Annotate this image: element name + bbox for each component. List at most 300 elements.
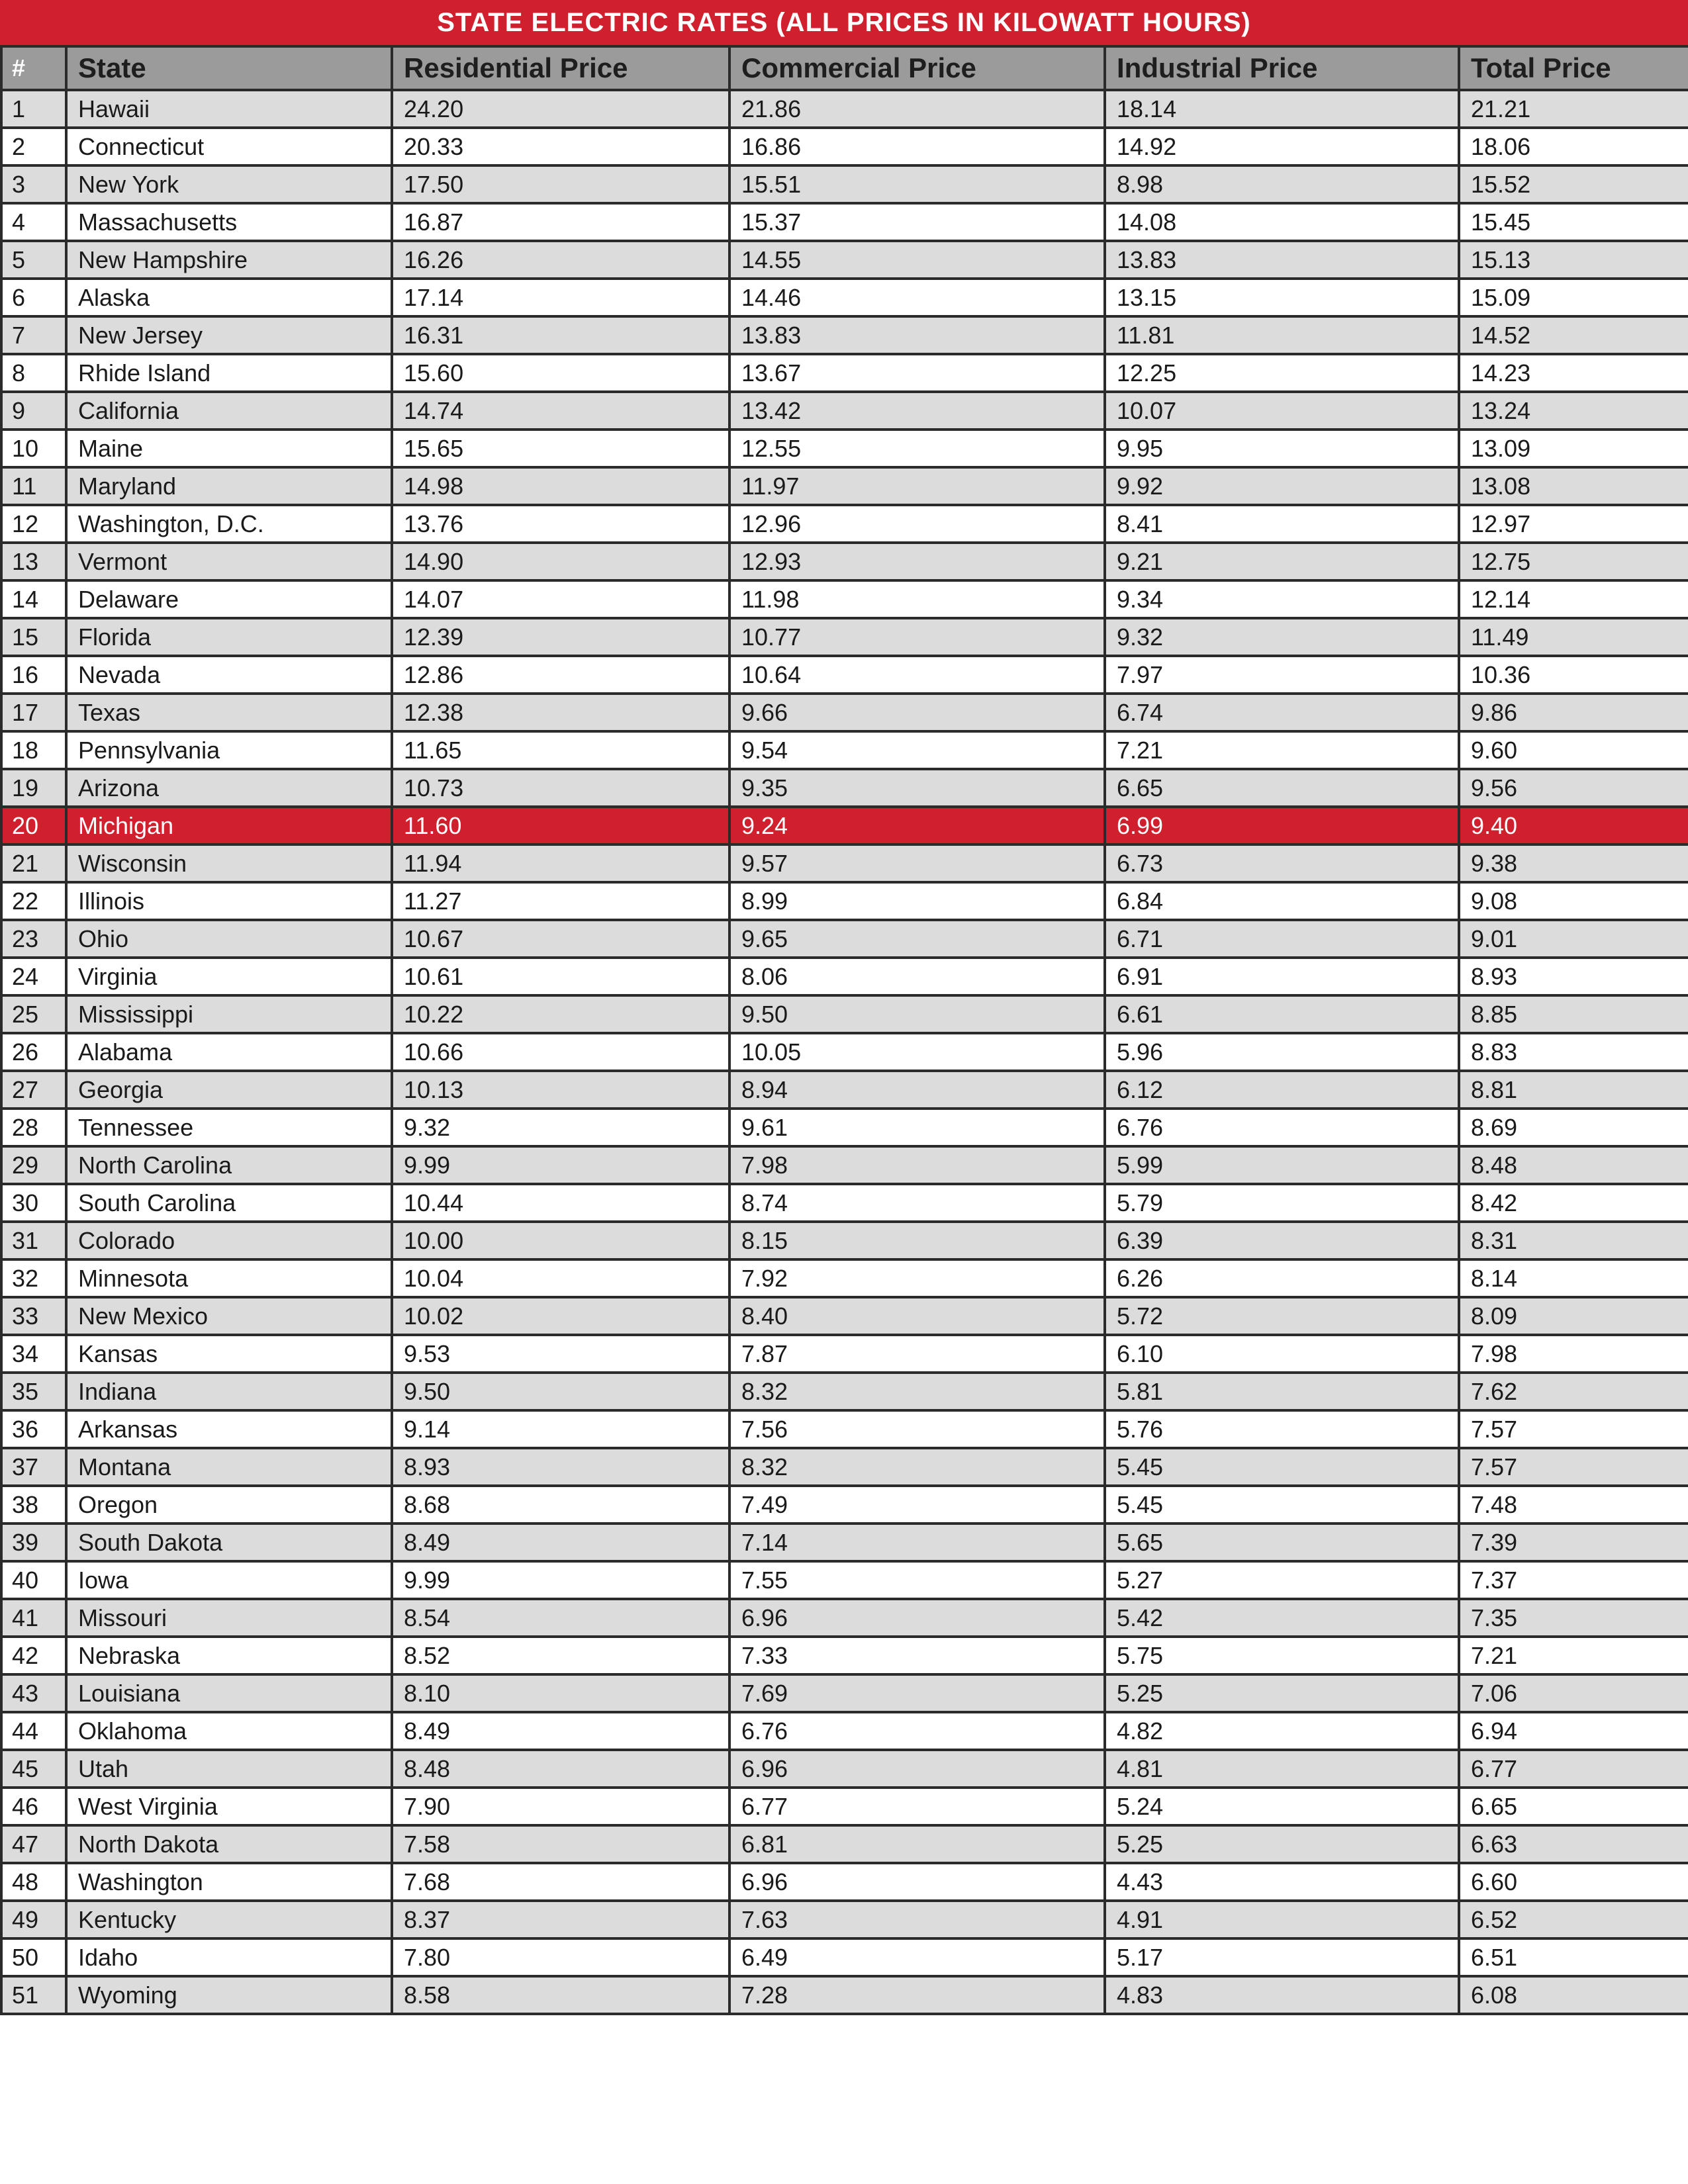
industrial-price-cell: 5.65 (1105, 1524, 1459, 1561)
table-row (1, 1448, 1688, 1486)
industrial-price-cell: 5.24 (1105, 1788, 1459, 1825)
total-price-cell: 6.52 (1459, 1901, 1688, 1938)
residential-price-cell: 9.32 (392, 1109, 729, 1146)
commercial-price-cell: 9.24 (729, 807, 1105, 844)
rank-cell: 26 (1, 1033, 66, 1071)
industrial-price-cell: 6.10 (1105, 1335, 1459, 1373)
rank-cell: 47 (1, 1825, 66, 1863)
total-price-cell: 9.60 (1459, 731, 1688, 769)
residential-price-cell: 9.14 (392, 1410, 729, 1448)
residential-price-cell: 11.60 (392, 807, 729, 844)
table-row (1, 392, 1688, 430)
commercial-price-cell: 11.98 (729, 580, 1105, 618)
total-price-cell: 8.42 (1459, 1184, 1688, 1222)
rank-cell: 9 (1, 392, 66, 430)
rank-cell: 7 (1, 316, 66, 354)
table-row (1, 769, 1688, 807)
commercial-price-cell: 13.42 (729, 392, 1105, 430)
rank-cell: 22 (1, 882, 66, 920)
industrial-price-cell: 9.21 (1105, 543, 1459, 580)
rank-cell: 32 (1, 1259, 66, 1297)
rank-cell: 8 (1, 354, 66, 392)
residential-price-cell: 10.73 (392, 769, 729, 807)
table-row (1, 1373, 1688, 1410)
rank-cell: 27 (1, 1071, 66, 1109)
industrial-price-cell: 6.76 (1105, 1109, 1459, 1146)
rank-cell: 20 (1, 807, 66, 844)
residential-price-cell: 9.99 (392, 1146, 729, 1184)
table-row (1, 1109, 1688, 1146)
residential-price-cell: 7.68 (392, 1863, 729, 1901)
table-row (1, 165, 1688, 203)
table-row (1, 1976, 1688, 2014)
table-row (1, 618, 1688, 656)
table-row (1, 90, 1688, 128)
state-cell: Montana (66, 1448, 392, 1486)
rank-cell: 36 (1, 1410, 66, 1448)
table-row (1, 1599, 1688, 1637)
state-cell: Indiana (66, 1373, 392, 1410)
column-header-total-price: Total Price (1459, 46, 1688, 90)
industrial-price-cell: 5.25 (1105, 1674, 1459, 1712)
industrial-price-cell: 4.83 (1105, 1976, 1459, 2014)
total-price-cell: 7.57 (1459, 1410, 1688, 1448)
table-row (1, 882, 1688, 920)
rank-cell: 29 (1, 1146, 66, 1184)
table-row (1, 316, 1688, 354)
commercial-price-cell: 9.65 (729, 920, 1105, 958)
commercial-price-cell: 15.37 (729, 203, 1105, 241)
industrial-price-cell: 5.99 (1105, 1146, 1459, 1184)
total-price-cell: 15.13 (1459, 241, 1688, 279)
rank-cell: 46 (1, 1788, 66, 1825)
residential-price-cell: 16.26 (392, 241, 729, 279)
table-row (1, 1750, 1688, 1788)
state-cell: Arizona (66, 769, 392, 807)
rank-cell: 48 (1, 1863, 66, 1901)
residential-price-cell: 8.48 (392, 1750, 729, 1788)
rank-cell: 38 (1, 1486, 66, 1524)
total-price-cell: 9.01 (1459, 920, 1688, 958)
rank-cell: 4 (1, 203, 66, 241)
residential-price-cell: 8.10 (392, 1674, 729, 1712)
residential-price-cell: 8.52 (392, 1637, 729, 1674)
table-row (1, 203, 1688, 241)
commercial-price-cell: 7.63 (729, 1901, 1105, 1938)
commercial-price-cell: 14.55 (729, 241, 1105, 279)
total-price-cell: 8.83 (1459, 1033, 1688, 1071)
industrial-price-cell: 6.26 (1105, 1259, 1459, 1297)
commercial-price-cell: 8.94 (729, 1071, 1105, 1109)
table-row (1, 1033, 1688, 1071)
residential-price-cell: 16.87 (392, 203, 729, 241)
commercial-price-cell: 21.86 (729, 90, 1105, 128)
total-price-cell: 11.49 (1459, 618, 1688, 656)
commercial-price-cell: 12.55 (729, 430, 1105, 467)
residential-price-cell: 9.50 (392, 1373, 729, 1410)
commercial-price-cell: 6.96 (729, 1750, 1105, 1788)
residential-price-cell: 10.22 (392, 995, 729, 1033)
table-title: STATE ELECTRIC RATES (ALL PRICES IN KILOWATT HOURS) (0, 0, 1688, 45)
rank-cell: 2 (1, 128, 66, 165)
residential-price-cell: 10.02 (392, 1297, 729, 1335)
commercial-price-cell: 9.50 (729, 995, 1105, 1033)
table-row (1, 279, 1688, 316)
total-price-cell: 15.09 (1459, 279, 1688, 316)
rank-cell: 6 (1, 279, 66, 316)
state-cell: West Virginia (66, 1788, 392, 1825)
column-header-industrial-price: Industrial Price (1105, 46, 1459, 90)
table-row (1, 1938, 1688, 1976)
total-price-cell: 6.65 (1459, 1788, 1688, 1825)
state-cell: North Carolina (66, 1146, 392, 1184)
industrial-price-cell: 5.45 (1105, 1486, 1459, 1524)
state-cell: Massachusetts (66, 203, 392, 241)
table-row (1, 1863, 1688, 1901)
rank-cell: 5 (1, 241, 66, 279)
table-row (1, 505, 1688, 543)
state-cell: Vermont (66, 543, 392, 580)
residential-price-cell: 10.61 (392, 958, 729, 995)
industrial-price-cell: 6.61 (1105, 995, 1459, 1033)
industrial-price-cell: 7.21 (1105, 731, 1459, 769)
residential-price-cell: 24.20 (392, 90, 729, 128)
total-price-cell: 9.86 (1459, 694, 1688, 731)
commercial-price-cell: 14.46 (729, 279, 1105, 316)
state-cell: Colorado (66, 1222, 392, 1259)
rank-cell: 3 (1, 165, 66, 203)
industrial-price-cell: 4.91 (1105, 1901, 1459, 1938)
residential-price-cell: 9.99 (392, 1561, 729, 1599)
table-row (1, 128, 1688, 165)
total-price-cell: 13.08 (1459, 467, 1688, 505)
state-cell: Maine (66, 430, 392, 467)
state-cell: Virginia (66, 958, 392, 995)
commercial-price-cell: 7.33 (729, 1637, 1105, 1674)
total-price-cell: 8.69 (1459, 1109, 1688, 1146)
residential-price-cell: 7.80 (392, 1938, 729, 1976)
state-cell: Delaware (66, 580, 392, 618)
industrial-price-cell: 5.75 (1105, 1637, 1459, 1674)
state-cell: South Dakota (66, 1524, 392, 1561)
rank-cell: 44 (1, 1712, 66, 1750)
commercial-price-cell: 8.40 (729, 1297, 1105, 1335)
total-price-cell: 8.48 (1459, 1146, 1688, 1184)
table-row (1, 1561, 1688, 1599)
total-price-cell: 9.56 (1459, 769, 1688, 807)
table-row (1, 241, 1688, 279)
rank-cell: 17 (1, 694, 66, 731)
table-row (1, 1486, 1688, 1524)
state-cell: Washington (66, 1863, 392, 1901)
rank-cell: 13 (1, 543, 66, 580)
state-cell: Louisiana (66, 1674, 392, 1712)
total-price-cell: 9.38 (1459, 844, 1688, 882)
table-row (1, 807, 1688, 844)
industrial-price-cell: 9.92 (1105, 467, 1459, 505)
residential-price-cell: 11.65 (392, 731, 729, 769)
state-cell: Ohio (66, 920, 392, 958)
residential-price-cell: 12.38 (392, 694, 729, 731)
total-price-cell: 8.85 (1459, 995, 1688, 1033)
residential-price-cell: 17.14 (392, 279, 729, 316)
state-cell: Tennessee (66, 1109, 392, 1146)
rank-cell: 49 (1, 1901, 66, 1938)
table-row (1, 1222, 1688, 1259)
industrial-price-cell: 4.81 (1105, 1750, 1459, 1788)
total-price-cell: 8.09 (1459, 1297, 1688, 1335)
total-price-cell: 6.94 (1459, 1712, 1688, 1750)
industrial-price-cell: 6.84 (1105, 882, 1459, 920)
residential-price-cell: 15.65 (392, 430, 729, 467)
commercial-price-cell: 6.76 (729, 1712, 1105, 1750)
table-row (1, 958, 1688, 995)
total-price-cell: 12.75 (1459, 543, 1688, 580)
commercial-price-cell: 8.32 (729, 1448, 1105, 1486)
residential-price-cell: 12.39 (392, 618, 729, 656)
industrial-price-cell: 10.07 (1105, 392, 1459, 430)
residential-price-cell: 8.68 (392, 1486, 729, 1524)
residential-price-cell: 10.66 (392, 1033, 729, 1071)
commercial-price-cell: 7.92 (729, 1259, 1105, 1297)
total-price-cell: 6.08 (1459, 1976, 1688, 2014)
rank-cell: 28 (1, 1109, 66, 1146)
industrial-price-cell: 9.32 (1105, 618, 1459, 656)
total-price-cell: 8.93 (1459, 958, 1688, 995)
residential-price-cell: 11.27 (392, 882, 729, 920)
commercial-price-cell: 7.28 (729, 1976, 1105, 2014)
residential-price-cell: 10.67 (392, 920, 729, 958)
commercial-price-cell: 16.86 (729, 128, 1105, 165)
rank-cell: 11 (1, 467, 66, 505)
residential-price-cell: 20.33 (392, 128, 729, 165)
commercial-price-cell: 8.15 (729, 1222, 1105, 1259)
rank-cell: 40 (1, 1561, 66, 1599)
table-row (1, 1788, 1688, 1825)
state-cell: California (66, 392, 392, 430)
residential-price-cell: 8.58 (392, 1976, 729, 2014)
residential-price-cell: 12.86 (392, 656, 729, 694)
commercial-price-cell: 6.77 (729, 1788, 1105, 1825)
table-row (1, 1825, 1688, 1863)
industrial-price-cell: 6.65 (1105, 769, 1459, 807)
commercial-price-cell: 10.05 (729, 1033, 1105, 1071)
residential-price-cell: 10.04 (392, 1259, 729, 1297)
table-row (1, 1901, 1688, 1938)
industrial-price-cell: 5.25 (1105, 1825, 1459, 1863)
state-cell: Minnesota (66, 1259, 392, 1297)
state-cell: Nevada (66, 656, 392, 694)
industrial-price-cell: 8.41 (1105, 505, 1459, 543)
table-row (1, 995, 1688, 1033)
rank-cell: 37 (1, 1448, 66, 1486)
rank-cell: 51 (1, 1976, 66, 2014)
state-cell: Nebraska (66, 1637, 392, 1674)
total-price-cell: 7.37 (1459, 1561, 1688, 1599)
rank-cell: 25 (1, 995, 66, 1033)
industrial-price-cell: 18.14 (1105, 90, 1459, 128)
table-row (1, 1674, 1688, 1712)
commercial-price-cell: 7.14 (729, 1524, 1105, 1561)
industrial-price-cell: 8.98 (1105, 165, 1459, 203)
industrial-price-cell: 5.45 (1105, 1448, 1459, 1486)
commercial-price-cell: 8.74 (729, 1184, 1105, 1222)
state-cell: Connecticut (66, 128, 392, 165)
rank-cell: 50 (1, 1938, 66, 1976)
commercial-price-cell: 8.99 (729, 882, 1105, 920)
industrial-price-cell: 5.76 (1105, 1410, 1459, 1448)
state-cell: South Carolina (66, 1184, 392, 1222)
total-price-cell: 7.62 (1459, 1373, 1688, 1410)
residential-price-cell: 7.58 (392, 1825, 729, 1863)
total-price-cell: 7.35 (1459, 1599, 1688, 1637)
rank-cell: 39 (1, 1524, 66, 1561)
table-row (1, 656, 1688, 694)
residential-price-cell: 10.00 (392, 1222, 729, 1259)
state-cell: Maryland (66, 467, 392, 505)
residential-price-cell: 8.49 (392, 1712, 729, 1750)
rank-cell: 19 (1, 769, 66, 807)
table-row (1, 731, 1688, 769)
commercial-price-cell: 9.66 (729, 694, 1105, 731)
rank-cell: 15 (1, 618, 66, 656)
state-cell: Oregon (66, 1486, 392, 1524)
rank-cell: 33 (1, 1297, 66, 1335)
table-row (1, 1335, 1688, 1373)
industrial-price-cell: 13.15 (1105, 279, 1459, 316)
commercial-price-cell: 9.35 (729, 769, 1105, 807)
total-price-cell: 6.60 (1459, 1863, 1688, 1901)
rank-cell: 24 (1, 958, 66, 995)
total-price-cell: 7.39 (1459, 1524, 1688, 1561)
rank-cell: 16 (1, 656, 66, 694)
rank-cell: 31 (1, 1222, 66, 1259)
total-price-cell: 13.24 (1459, 392, 1688, 430)
industrial-price-cell: 6.73 (1105, 844, 1459, 882)
residential-price-cell: 14.90 (392, 543, 729, 580)
total-price-cell: 7.06 (1459, 1674, 1688, 1712)
table-row (1, 920, 1688, 958)
residential-price-cell: 13.76 (392, 505, 729, 543)
rank-cell: 34 (1, 1335, 66, 1373)
residential-price-cell: 7.90 (392, 1788, 729, 1825)
total-price-cell: 18.06 (1459, 128, 1688, 165)
industrial-price-cell: 6.12 (1105, 1071, 1459, 1109)
residential-price-cell: 17.50 (392, 165, 729, 203)
residential-price-cell: 10.13 (392, 1071, 729, 1109)
rank-cell: 1 (1, 90, 66, 128)
industrial-price-cell: 13.83 (1105, 241, 1459, 279)
industrial-price-cell: 7.97 (1105, 656, 1459, 694)
total-price-cell: 14.23 (1459, 354, 1688, 392)
residential-price-cell: 9.53 (392, 1335, 729, 1373)
table-row (1, 1410, 1688, 1448)
state-cell: Wyoming (66, 1976, 392, 2014)
industrial-price-cell: 14.08 (1105, 203, 1459, 241)
rank-cell: 12 (1, 505, 66, 543)
commercial-price-cell: 9.57 (729, 844, 1105, 882)
residential-price-cell: 8.37 (392, 1901, 729, 1938)
state-cell: Alabama (66, 1033, 392, 1071)
table-row (1, 1524, 1688, 1561)
rank-cell: 14 (1, 580, 66, 618)
residential-price-cell: 16.31 (392, 316, 729, 354)
state-cell: New York (66, 165, 392, 203)
commercial-price-cell: 7.56 (729, 1410, 1105, 1448)
total-price-cell: 8.31 (1459, 1222, 1688, 1259)
residential-price-cell: 8.49 (392, 1524, 729, 1561)
rank-cell: 45 (1, 1750, 66, 1788)
commercial-price-cell: 7.98 (729, 1146, 1105, 1184)
residential-price-cell: 10.44 (392, 1184, 729, 1222)
state-cell: Kansas (66, 1335, 392, 1373)
state-cell: Oklahoma (66, 1712, 392, 1750)
industrial-price-cell: 12.25 (1105, 354, 1459, 392)
residential-price-cell: 8.54 (392, 1599, 729, 1637)
commercial-price-cell: 10.77 (729, 618, 1105, 656)
table-row (1, 430, 1688, 467)
total-price-cell: 9.08 (1459, 882, 1688, 920)
state-cell: Hawaii (66, 90, 392, 128)
state-cell: New Jersey (66, 316, 392, 354)
rank-cell: 42 (1, 1637, 66, 1674)
industrial-price-cell: 5.42 (1105, 1599, 1459, 1637)
state-cell: Illinois (66, 882, 392, 920)
commercial-price-cell: 11.97 (729, 467, 1105, 505)
residential-price-cell: 14.07 (392, 580, 729, 618)
residential-price-cell: 8.93 (392, 1448, 729, 1486)
table-row (1, 1071, 1688, 1109)
total-price-cell: 7.21 (1459, 1637, 1688, 1674)
state-cell: Alaska (66, 279, 392, 316)
residential-price-cell: 11.94 (392, 844, 729, 882)
electric-rates-table (0, 45, 1688, 2015)
total-price-cell: 6.63 (1459, 1825, 1688, 1863)
total-price-cell: 9.40 (1459, 807, 1688, 844)
state-cell: Florida (66, 618, 392, 656)
column-header-commercial-price: Commercial Price (729, 46, 1105, 90)
total-price-cell: 7.57 (1459, 1448, 1688, 1486)
total-price-cell: 14.52 (1459, 316, 1688, 354)
industrial-price-cell: 5.81 (1105, 1373, 1459, 1410)
total-price-cell: 13.09 (1459, 430, 1688, 467)
industrial-price-cell: 14.92 (1105, 128, 1459, 165)
state-cell: Kentucky (66, 1901, 392, 1938)
residential-price-cell: 15.60 (392, 354, 729, 392)
commercial-price-cell: 10.64 (729, 656, 1105, 694)
column-header-state: State (66, 46, 392, 90)
total-price-cell: 8.14 (1459, 1259, 1688, 1297)
total-price-cell: 7.98 (1459, 1335, 1688, 1373)
residential-price-cell: 14.74 (392, 392, 729, 430)
industrial-price-cell: 5.17 (1105, 1938, 1459, 1976)
industrial-price-cell: 5.27 (1105, 1561, 1459, 1599)
column-header-residential-price: Residential Price (392, 46, 729, 90)
state-cell: North Dakota (66, 1825, 392, 1863)
state-cell: Iowa (66, 1561, 392, 1599)
header-row (1, 46, 1688, 90)
rank-cell: 18 (1, 731, 66, 769)
rank-cell: 35 (1, 1373, 66, 1410)
commercial-price-cell: 13.83 (729, 316, 1105, 354)
state-cell: Rhide Island (66, 354, 392, 392)
industrial-price-cell: 11.81 (1105, 316, 1459, 354)
commercial-price-cell: 8.06 (729, 958, 1105, 995)
total-price-cell: 6.51 (1459, 1938, 1688, 1976)
industrial-price-cell: 5.79 (1105, 1184, 1459, 1222)
column-header-rank: # (1, 46, 66, 90)
industrial-price-cell: 9.95 (1105, 430, 1459, 467)
